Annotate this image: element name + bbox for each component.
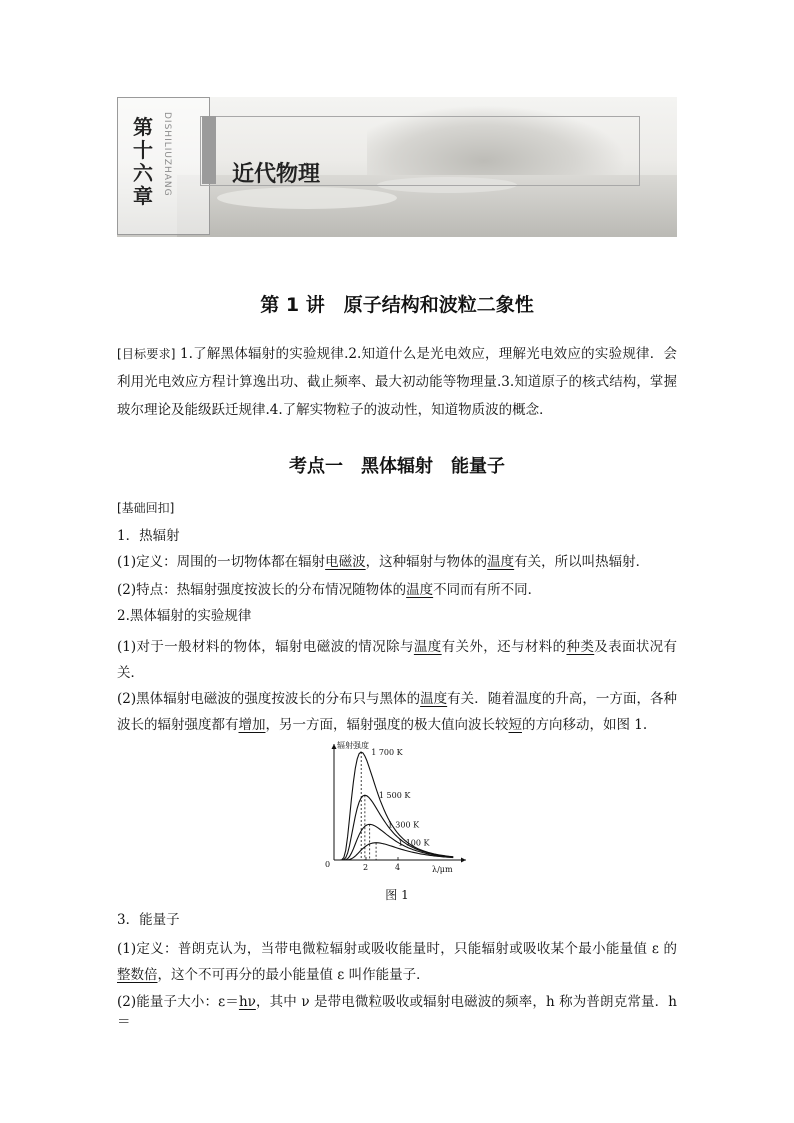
objectives-text: 1.了解黑体辐射的实验规律.2.知道什么是光电效应，理解光电效应的实验规律．会利用光电效应方程计算逸出功、截止频率、最大初动能等物理量.3.知道原子的核式结构，掌握玻尔理论及能级跃迁规律.4.了解实物粒子的波动性，知道物质波的概念． bbox=[117, 346, 677, 418]
chapter-title: 近代物理 bbox=[232, 162, 321, 187]
text: 及表面状况有关． bbox=[117, 639, 678, 681]
x-tick-label: 2 bbox=[363, 863, 369, 872]
text: 有关外，还与材料的 bbox=[441, 639, 567, 655]
text: (1)对于一般材料的物体，辐射电磁波的情况除与 bbox=[117, 639, 414, 655]
underlined-answer: 温度 bbox=[487, 554, 515, 570]
x-axis-arrow bbox=[461, 858, 466, 863]
item-heading-1: 1．热辐射 bbox=[117, 528, 180, 544]
text: (1)定义：周围的一切物体都在辐射 bbox=[117, 554, 326, 570]
y-axis-label: 辐射强度 bbox=[337, 741, 369, 750]
item-2a bbox=[117, 634, 677, 686]
series-label: 1 100 K bbox=[398, 838, 430, 848]
text: ，另一方面，辐射强度的极大值向波长较 bbox=[265, 717, 509, 733]
text: ，其中 ν 是带电微粒吸收或辐射电磁波的频率，h 称为普朗克常量．h＝ bbox=[117, 994, 677, 1030]
item-heading-2: 2.黑体辐射的实验规律 bbox=[117, 608, 252, 624]
chapter-char: 十 bbox=[133, 138, 153, 162]
underlined-answer: hν bbox=[238, 994, 256, 1010]
banner-sandbar bbox=[217, 187, 397, 209]
underlined-answer: 短 bbox=[508, 717, 522, 733]
chapter-number bbox=[130, 116, 156, 208]
x-tick-label: 4 bbox=[395, 863, 401, 872]
item-3a bbox=[117, 936, 677, 988]
text: 的方向移动，如图 1. bbox=[522, 717, 648, 733]
underlined-answer: 电磁波 bbox=[325, 554, 366, 570]
item-heading-3: 3．能量子 bbox=[117, 912, 180, 928]
lecture-title: 第 1 讲 原子结构和波粒二象性 bbox=[260, 294, 534, 316]
text: (1)定义：普朗克认为，当带电微粒辐射或吸收能量时，只能辐射或吸收某个最小能量值 ε 的 bbox=[117, 941, 677, 957]
objectives-paragraph bbox=[117, 340, 677, 424]
text: 有关．随着温度的升高，一方面，各种波长的辐射强度都有 bbox=[117, 691, 678, 733]
text: (2)黑体辐射电磁波的强度按波长的分布只与黑体的 bbox=[117, 691, 421, 707]
series-label: 1 500 K bbox=[378, 791, 411, 801]
section-title: 考点一 黑体辐射 能量子 bbox=[289, 456, 505, 477]
underlined-answer: 种类 bbox=[566, 639, 595, 655]
underlined-answer: 温度 bbox=[413, 639, 442, 655]
item-1a bbox=[117, 552, 677, 572]
item-2b bbox=[117, 686, 677, 738]
objectives-tag: [目标要求] bbox=[117, 347, 176, 361]
underlined-answer: 温度 bbox=[406, 582, 434, 598]
chapter-title-bar bbox=[202, 116, 216, 184]
basics-tag: [基础回扣] bbox=[117, 501, 175, 515]
chapter-char: 章 bbox=[133, 184, 153, 208]
text: ，这种辐射与物体的 bbox=[365, 554, 488, 570]
chapter-pinyin: DISHILIUZHANG bbox=[162, 112, 172, 197]
text: 有关，所以叫热辐射． bbox=[514, 554, 650, 570]
item-1b bbox=[117, 580, 677, 600]
text: (2)特点：热辐射强度按波长的分布情况随物体的 bbox=[117, 582, 407, 598]
text: 不同而有所不同． bbox=[433, 582, 542, 598]
underlined-answer: 整数倍 bbox=[117, 967, 158, 983]
text: (2)能量子大小：ε＝ bbox=[117, 994, 239, 1010]
series-label: 1 700 K bbox=[371, 748, 403, 757]
underlined-answer: 温度 bbox=[420, 691, 448, 707]
series-label: 1 300 K bbox=[387, 820, 420, 830]
origin-label: 0 bbox=[325, 860, 331, 869]
y-axis-arrow bbox=[332, 744, 337, 749]
text: ，这个不可再分的最小能量值 ε 叫作能量子． bbox=[157, 967, 430, 983]
item-3b bbox=[117, 992, 677, 1032]
x-axis-label: λ/μm bbox=[432, 865, 453, 874]
chapter-char: 第 bbox=[133, 115, 153, 139]
underlined-answer: 增加 bbox=[238, 717, 266, 733]
chapter-char: 六 bbox=[133, 161, 153, 185]
blackbody-radiation-chart bbox=[320, 738, 480, 878]
figure-caption: 图 1 bbox=[385, 888, 409, 902]
